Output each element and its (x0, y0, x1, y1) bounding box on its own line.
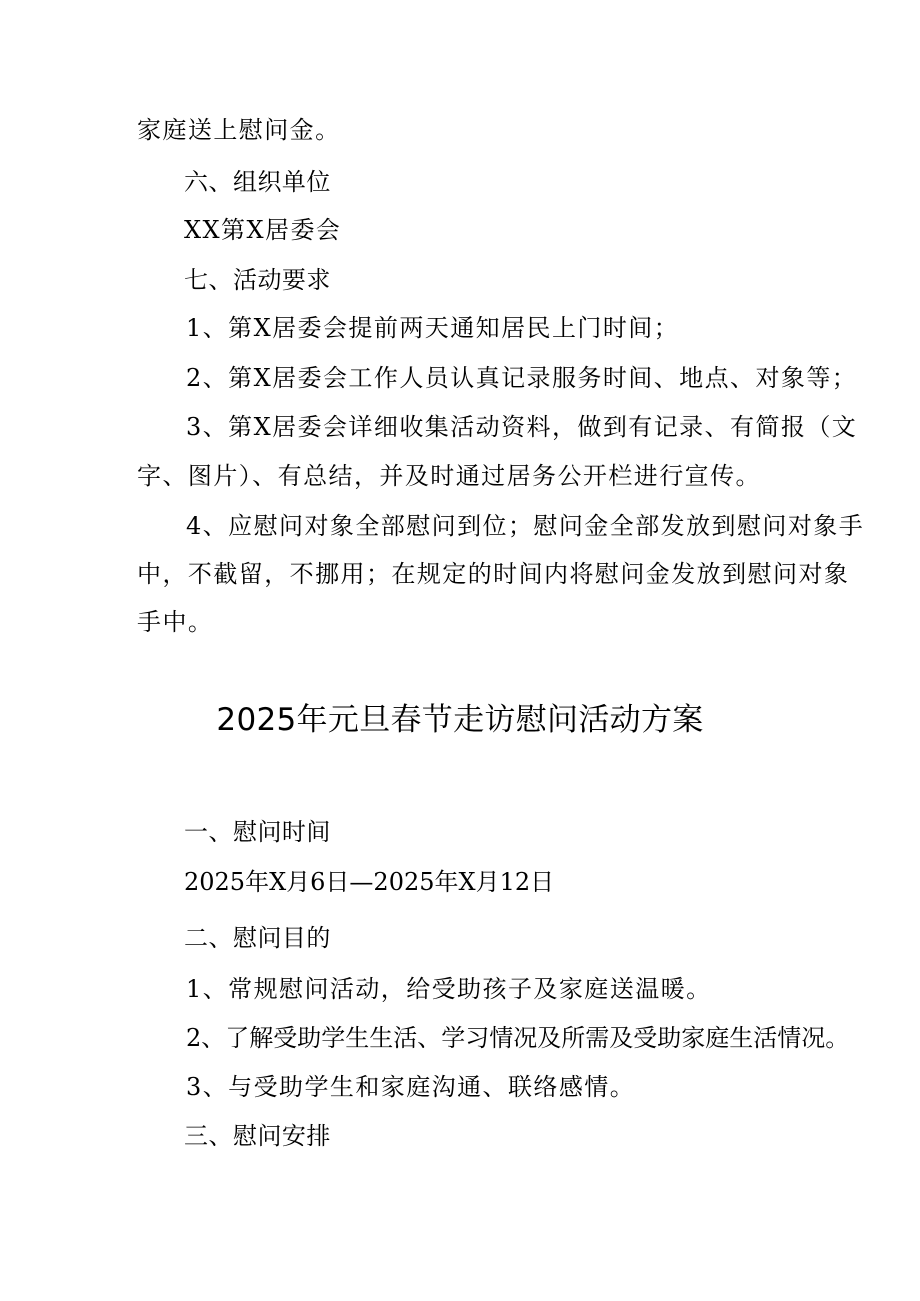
requirement-4-line-1: 4、应慰问对象全部慰问到位；慰问金全部发放到慰问对象手 (186, 512, 865, 540)
requirement-4-line-2: 中，不截留，不挪用；在规定的时间内将慰问金发放到慰问对象 (137, 560, 850, 588)
section-heading-6: 六、组织单位 (184, 168, 331, 196)
requirement-3-line-2: 字、图片）、有总结，并及时通过居务公开栏进行宣传。 (137, 462, 761, 490)
requirement-3-line-1: 3、第X居委会详细收集活动资料，做到有记录、有简报（文 (186, 413, 858, 441)
visit-time: 2025年X月6日—2025年X月12日 (184, 868, 555, 896)
goal-3: 3、与受助学生和家庭沟通、联络感情。 (186, 1073, 636, 1101)
section-heading-2: 二、慰问目的 (184, 924, 331, 952)
section-heading-3: 三、慰问安排 (184, 1122, 331, 1150)
goal-1: 1、常规慰问活动，给受助孩子及家庭送温暖。 (186, 975, 712, 1003)
requirement-4-line-3: 手中。 (137, 608, 214, 636)
organizer-text: XX第X居委会 (184, 216, 342, 244)
requirement-1: 1、第X居委会提前两天通知居民上门时间； (186, 314, 680, 342)
section-heading-1: 一、慰问时间 (184, 818, 331, 846)
goal-2: 2、了解受助学生生活、学习情况及所需及受助家庭生活情况。 (186, 1024, 850, 1052)
paragraph-continuation: 家庭送上慰问金。 (137, 116, 341, 144)
document-title: 2025年元旦春节走访慰问活动方案 (216, 702, 704, 738)
section-heading-7: 七、活动要求 (184, 266, 331, 294)
requirement-2: 2、第X居委会工作人员认真记录服务时间、地点、对象等； (186, 364, 858, 392)
